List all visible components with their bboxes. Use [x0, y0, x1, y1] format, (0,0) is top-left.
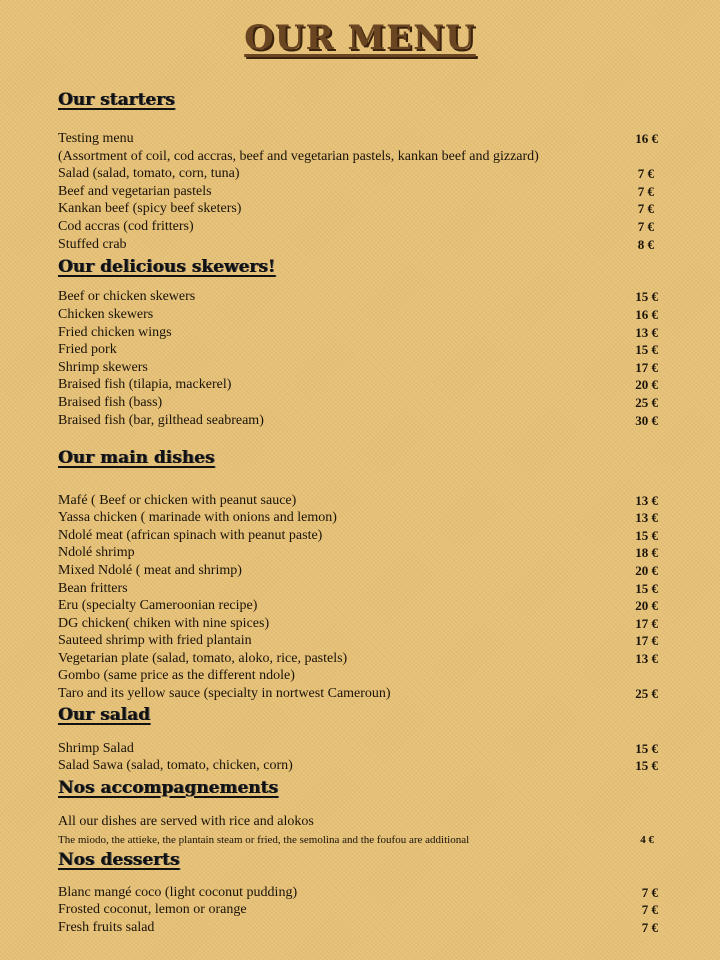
item-price: 7 € — [641, 902, 658, 917]
item-name: Salad (salad, tomato, corn, tuna) — [58, 166, 240, 181]
section-heading-mains: Our main dishes — [58, 448, 215, 468]
item-price: 7 € — [641, 920, 658, 935]
item-price: 25 € — [635, 395, 658, 410]
menu-item — [58, 831, 658, 849]
item-price: 18 € — [635, 545, 658, 560]
item-name: (Assortment of coil, cod accras, beef and vegetarian pastels, kankan beef and gizzard) — [58, 149, 539, 164]
menu-item — [58, 901, 658, 919]
item-price: 13 € — [635, 510, 658, 525]
menu-item — [58, 884, 658, 902]
item-price: 15 € — [635, 528, 658, 543]
item-price: 7 € — [637, 166, 654, 181]
menu-item — [58, 685, 658, 703]
item-price: 20 € — [635, 563, 658, 578]
item-name: Chicken skewers — [58, 307, 154, 322]
item-name: Eru (specialty Cameroonian recipe) — [58, 598, 258, 613]
item-name: Braised fish (bass) — [58, 395, 163, 410]
menu-item — [58, 597, 658, 615]
menu-item — [58, 359, 658, 377]
item-name: Beef and vegetarian pastels — [58, 184, 212, 199]
section-heading-salad: Our salad — [58, 705, 150, 725]
item-name: Yassa chicken ( marinade with onions and lemon) — [58, 510, 337, 525]
menu-item — [58, 165, 658, 183]
item-price: 8 € — [637, 237, 654, 252]
section-heading-skewers: Our delicious skewers! — [58, 257, 276, 277]
menu-item — [58, 394, 658, 412]
item-name: Fresh fruits salad — [58, 920, 155, 935]
menu-item — [58, 148, 658, 166]
menu-item — [58, 412, 658, 430]
menu-item — [58, 130, 658, 148]
item-price: 25 € — [635, 686, 658, 701]
menu-item — [58, 236, 658, 254]
item-name: Bean fritters — [58, 581, 128, 596]
item-name: Fried chicken wings — [58, 325, 172, 340]
item-price: 4 € — [640, 834, 654, 846]
menu-item — [58, 288, 658, 306]
item-name: Sauteed shrimp with fried plantain — [58, 633, 252, 648]
menu-title: OUR MENU — [244, 18, 476, 58]
item-name: Kankan beef (spicy beef sketers) — [58, 201, 242, 216]
item-price: 15 € — [635, 741, 658, 756]
menu-item — [58, 580, 658, 598]
item-price: 15 € — [635, 581, 658, 596]
item-price: 30 € — [635, 413, 658, 428]
menu-item — [58, 615, 658, 633]
section-heading-sides: Nos accompagnements — [58, 778, 278, 798]
item-name: Testing menu — [58, 131, 134, 146]
item-name: Taro and its yellow sauce (specialty in nortwest Cameroun) — [58, 686, 391, 701]
item-name: Braised fish (bar, gilthead seabream) — [58, 413, 264, 428]
item-name: All our dishes are served with rice and alokos — [58, 814, 314, 829]
item-price: 16 € — [635, 131, 658, 146]
menu-item — [58, 509, 658, 527]
item-price: 7 € — [637, 184, 654, 199]
item-name: Ndolé meat (african spinach with peanut paste) — [58, 528, 323, 543]
item-price: 7 € — [637, 201, 654, 216]
menu-item — [58, 324, 658, 342]
menu-item — [58, 813, 658, 831]
item-name: Cod accras (cod fritters) — [58, 219, 194, 234]
item-name: DG chicken( chiken with nine spices) — [58, 616, 270, 631]
item-price: 20 € — [635, 598, 658, 613]
item-price: 7 € — [641, 885, 658, 900]
item-price: 16 € — [635, 307, 658, 322]
menu-item — [58, 757, 658, 775]
menu-item — [58, 183, 658, 201]
item-price: 17 € — [635, 633, 658, 648]
item-price: 15 € — [635, 758, 658, 773]
item-price: 7 € — [637, 219, 654, 234]
menu-item — [58, 376, 658, 394]
item-price: 17 € — [635, 616, 658, 631]
menu-item — [58, 306, 658, 324]
item-price: 13 € — [635, 651, 658, 666]
item-name: Frosted coconut, lemon or orange — [58, 902, 247, 917]
item-name: Vegetarian plate (salad, tomato, aloko, rice, pastels) — [58, 651, 348, 666]
item-name: Mixed Ndolé ( meat and shrimp) — [58, 563, 242, 578]
item-price: 17 € — [635, 360, 658, 375]
menu-item — [58, 632, 658, 650]
item-name: Ndolé shrimp — [58, 545, 135, 560]
menu-item — [58, 218, 658, 236]
menu-item — [58, 200, 658, 218]
item-name: Blanc mangé coco (light coconut pudding) — [58, 885, 298, 900]
section-heading-desserts: Nos desserts — [58, 850, 180, 870]
item-name: Beef or chicken skewers — [58, 289, 196, 304]
item-price: 15 € — [635, 289, 658, 304]
item-name: The miodo, the attieke, the plantain steam or fried, the semolina and the foufou are additional — [58, 834, 470, 846]
menu-item — [58, 562, 658, 580]
item-price: 20 € — [635, 377, 658, 392]
item-name: Fried pork — [58, 342, 117, 357]
section-heading-starters: Our starters — [58, 90, 175, 110]
item-price: 13 € — [635, 493, 658, 508]
menu-item — [58, 527, 658, 545]
menu-item — [58, 341, 658, 359]
item-name: Gombo (same price as the different ndole) — [58, 668, 295, 683]
item-name: Salad Sawa (salad, tomato, chicken, corn) — [58, 758, 293, 773]
menu-item — [58, 919, 658, 937]
menu-item — [58, 650, 658, 668]
item-name: Mafé ( Beef or chicken with peanut sauce) — [58, 493, 297, 508]
menu-item — [58, 740, 658, 758]
item-name: Stuffed crab — [58, 237, 127, 252]
item-price: 13 € — [635, 325, 658, 340]
item-name: Shrimp skewers — [58, 360, 148, 375]
menu-item — [58, 492, 658, 510]
menu-item — [58, 544, 658, 562]
item-name: Shrimp Salad — [58, 741, 134, 756]
menu-item — [58, 667, 658, 685]
item-price: 15 € — [635, 342, 658, 357]
item-name: Braised fish (tilapia, mackerel) — [58, 377, 232, 392]
